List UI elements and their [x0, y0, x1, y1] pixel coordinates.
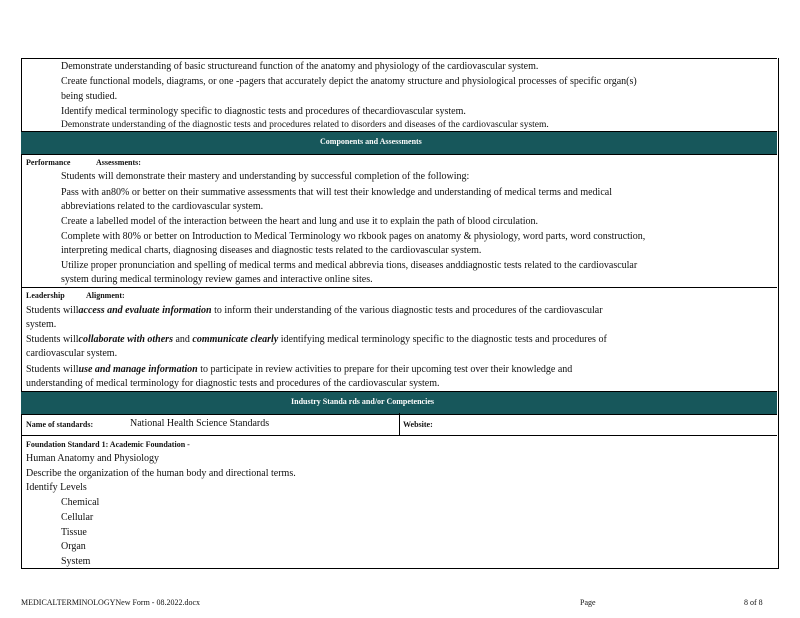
level-item: Tissue: [61, 527, 87, 538]
objective-item-cont: being studied.: [61, 91, 118, 102]
levels-heading: Identify Levels: [26, 482, 87, 493]
assessment-item-cont: abbreviations related to the cardiovascular system.: [61, 201, 264, 212]
leadership-paragraph-3-cont: understanding of medical terminology for diagnostic tests and procedures of the cardiovascular system.: [26, 378, 440, 389]
components-header-text: Components and Assessments: [320, 137, 422, 146]
standards-name-value: National Health Science Standards: [130, 418, 270, 429]
objective-item: Demonstrate understanding of basic structureand function of the anatomy and physiology of the cardiovascular system.: [61, 61, 539, 72]
leadership-paragraph-2-cont: cardiovascular system.: [26, 348, 118, 359]
foundation-heading: Foundation Standard 1: Academic Foundation -: [26, 440, 190, 449]
assessments-heading: Assessments:: [96, 158, 141, 167]
leadership-paragraph-1: Students willaccess and evaluate information to inform their understanding of the various diagnostic tests and procedures of the cardiovascular: [26, 305, 603, 316]
assessment-item: Students will demonstrate their mastery and understanding by successful completion of the following:: [61, 171, 470, 182]
standards-name-label: Name of standards:: [26, 420, 94, 429]
components-header: [21, 131, 777, 155]
section-rule: [21, 287, 777, 288]
top-rule: [21, 58, 777, 59]
leadership-paragraph-3: Students willuse and manage information to participate in review activities to prepare for their upcoming test over their knowledge and: [26, 364, 573, 375]
website-label: Website:: [403, 420, 433, 429]
assessment-item: Utilize proper pronunciation and spelling of medical terms and medical abbrevia tions, diseases anddiagnostic tests related to the cardiovascular: [61, 260, 638, 271]
column-divider: [399, 413, 400, 435]
objective-item: Create functional models, diagrams, or one -pagers that accurately depict the anatomy structure and physiological processes of specific organ(s): [61, 76, 637, 87]
footer-filename: MEDICALTERMINOLOGYNew Form - 08.2022.docx: [21, 598, 201, 607]
section-rule: [21, 435, 777, 436]
foundation-topic: Human Anatomy and Physiology: [26, 453, 160, 464]
level-item: Organ: [61, 541, 86, 552]
performance-heading: Performance: [26, 158, 71, 167]
level-item: Cellular: [61, 512, 94, 523]
level-item: System: [61, 556, 91, 567]
assessment-item-cont: interpreting medical charts, diagnosing diseases and diagnostic tests related to the cardiovascular system.: [61, 245, 482, 256]
leadership-paragraph-1-cont: system.: [26, 319, 57, 330]
objective-item: Identify medical terminology specific to diagnostic tests and procedures of thecardiovascular system.: [61, 106, 466, 117]
footer-page-label: Page: [580, 598, 596, 607]
industry-header: [21, 391, 777, 415]
level-item: Chemical: [61, 497, 100, 508]
assessment-item: Create a labelled model of the interaction between the heart and lung and use it to explain the path of blood circulation.: [61, 216, 539, 227]
leadership-heading: Leadership: [26, 291, 65, 300]
foundation-description: Describe the organization of the human body and directional terms.: [26, 468, 296, 479]
footer-page-number: 8 of 8: [744, 598, 763, 607]
industry-header-text: Industry Standa rds and/or Competencies: [291, 397, 434, 406]
leadership-paragraph-2: Students willcollaborate with others and communicate clearly identifying medical terminology specific to the diagnostic tests and procedures of: [26, 334, 607, 345]
assessment-item-cont: system during medical terminology review games and interactive online sites.: [61, 274, 373, 285]
assessment-item: Pass with an80% or better on their summative assessments that will test their knowledge and understanding of medical terms and medical: [61, 187, 612, 198]
assessment-item: Complete with 80% or better on Introduction to Medical Terminology wo rkbook pages on anatomy & physiology, word parts, word construction,: [61, 231, 646, 242]
alignment-heading: Alignment:: [86, 291, 125, 300]
objective-item: Demonstrate understanding of the diagnostic tests and procedures related to disorders and diseases of the cardiovascular system.: [61, 120, 549, 130]
